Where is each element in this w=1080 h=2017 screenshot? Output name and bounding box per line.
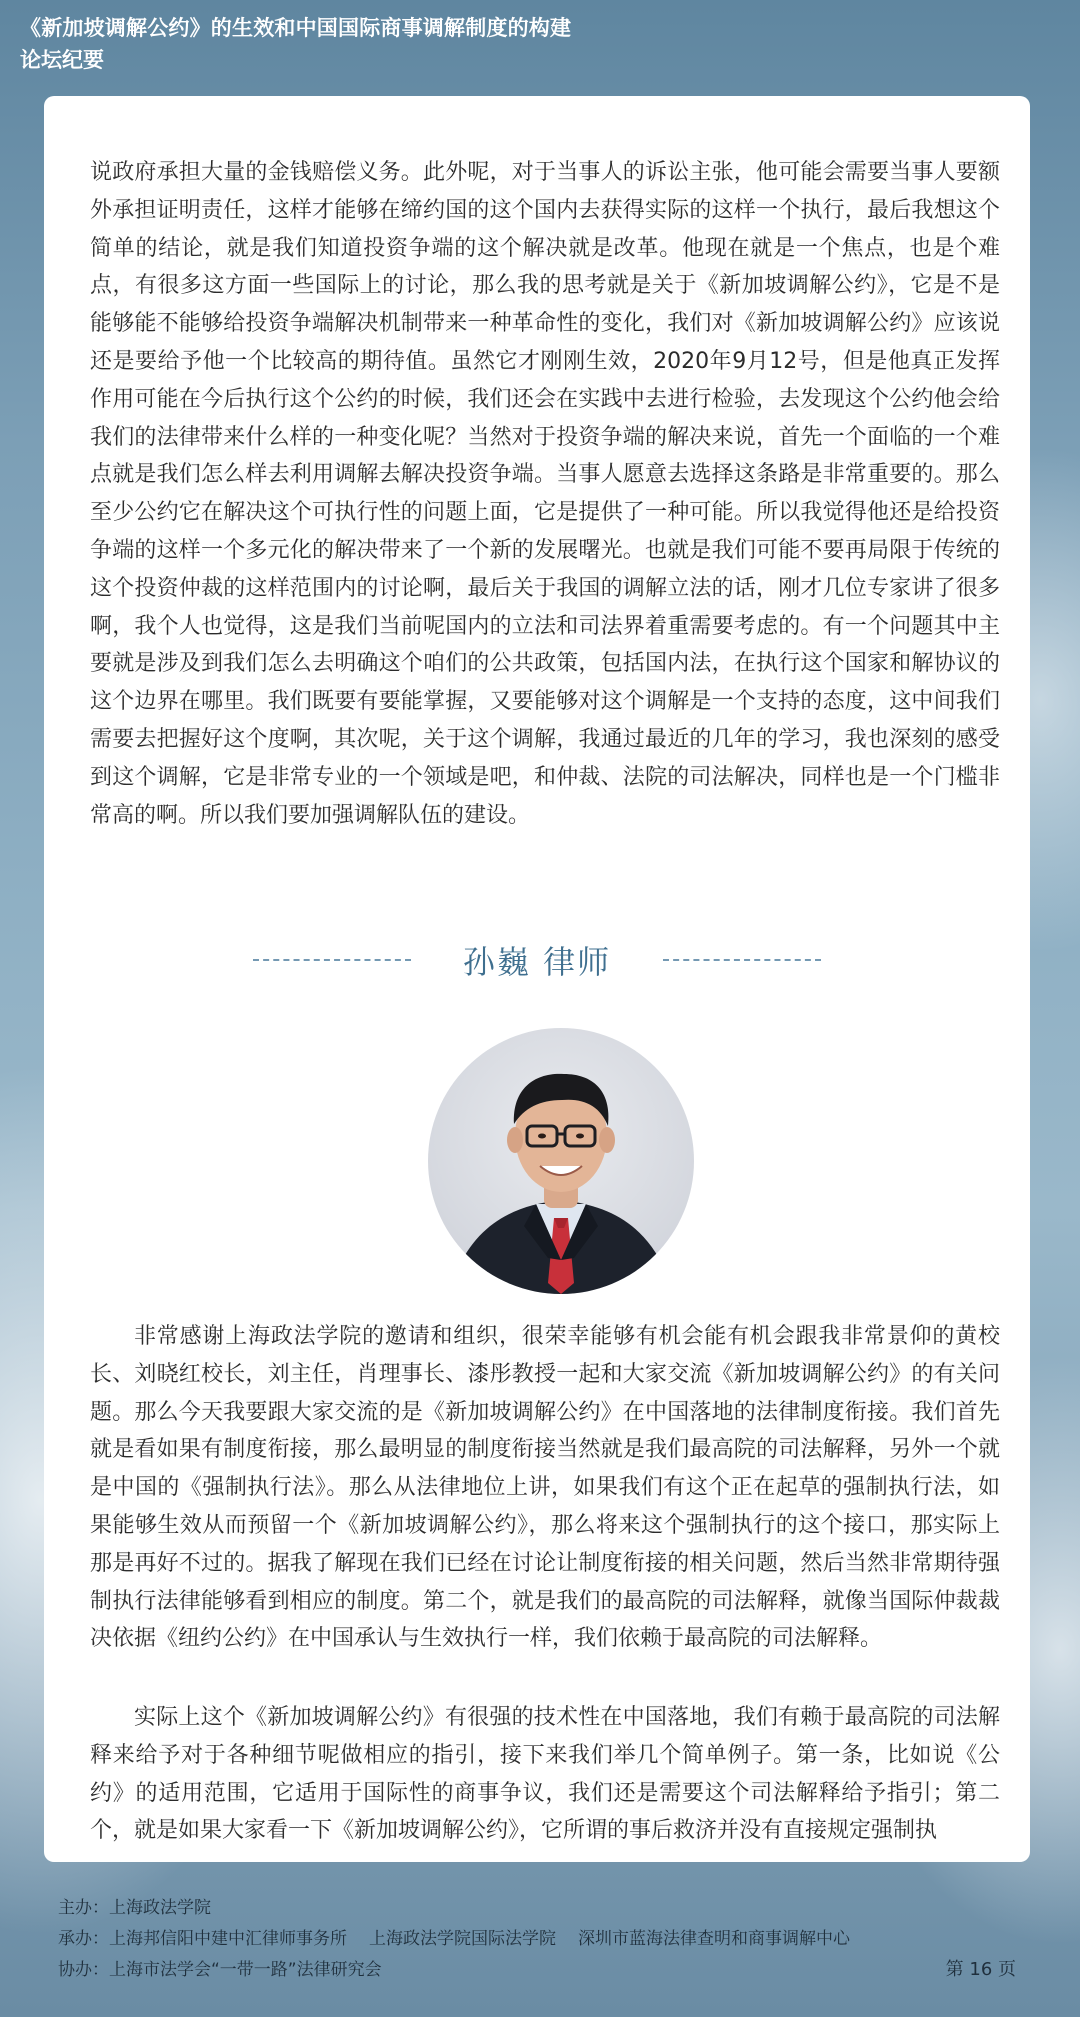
footer-organizer-row (58, 1924, 1040, 1955)
speaker-photo-illustration (428, 1028, 694, 1294)
organizer-name: 深圳市蓝海法律查明和商事调解中心 (578, 1929, 850, 1949)
right-dashed-divider (663, 959, 821, 961)
body-paragraph-2: 非常感谢上海政法学院的邀请和组织，很荣幸能够有机会能有机会跟我非常景仰的黄校长、刘晓红校长，刘主任，肖理事长、漆彤教授一起和大家交流《新加坡调解公约》的有关问题。那么今天我要跟大家交流的是《新加坡调解公约》在中国落地的法律制度衔接。我们首先就是看如果有制度衔接，那么最明显的制度衔接当然就是我们最高院的司法解释，另外一个就是中国的《强制执行法》。那么从法律地位上讲，如果我们有这个正在起草的强制执行法，如果能够生效从而预留一个《新加坡调解公约》，那么将来这个强制执行的这个接口，那实际上那是再好不过的。据我了解现在我们已经在讨论让制度衔接的相关问题，然后当然非常期待强制执行法律能够看到相应的制度。第二个，就是我们的最高院的司法解释，就像当国际仲裁裁决依据《纽约公约》在中国承认与生效执行一样，我们依赖于最高院的司法解释。 (90, 1324, 1000, 1652)
speaker-heading (44, 932, 1030, 988)
speaker-name: 孙巍 律师 (462, 943, 612, 981)
page-footer (58, 1893, 1040, 1986)
host-name: 上海政法学院 (109, 1898, 211, 1918)
page-number: 第 16 页 (945, 1959, 1016, 1980)
body-paragraph-3: 实际上这个《新加坡调解公约》有很强的技术性在中国落地，我们有赖于最高院的司法解释来给予对于各种细节呢做相应的指引，接下来我们举几个简单例子。第一条，比如说《公约》的适用范围，它适用于国际性的商事争议，我们还是需要这个司法解释给予指引；第二个，就是如果大家看一下《新加坡调解公约》，它所谓的事后救济并没有直接规定强制执 (90, 1705, 1000, 1844)
body-paragraph-1: 说政府承担大量的金钱赔偿义务。此外呢，对于当事人的诉讼主张，他可能会需要当事人要额外承担证明责任，这样才能够在缔约国的这个国内去获得实际的这样一个执行，最后我想这个简单的结论，就是我们知道投资争端的这个解决就是改革。他现在就是一个焦点，也是个难点，有很多这方面一些国际上的讨论，那么我的思考就是关于《新加坡调解公约》，它是不是能够能不能够给投资争端解决机制带来一种革命性的变化，我们对《新加坡调解公约》应该说还是要给予他一个比较高的期待值。虽然它才刚刚生效，2020年9月12号，但是他真正发挥作用可能在今后执行这个公约的时候，我们还会在实践中去进行检验，去发现这个公约他会给我们的法律带来什么样的一种变化呢？当然对于投资争端的解决来说，首先一个面临的一个难点就是我们怎么样去利用调解去解决投资争端。当事人愿意去选择这条路是非常重要的。那么至少公约它在解决这个可执行性的问题上面，它是提供了一种可能。所以我觉得他还是给投资争端的这样一个多元化的解决带来了一个新的发展曙光。也就是我们可能不要再局限于传统的这个投资仲裁的这样范围内的讨论啊，最后关于我国的调解立法的话，刚才几位专家讲了很多啊，我个人也觉得，这是我们当前呢国内的立法和司法界着重需要考虑的。有一个问题其中主要就是涉及到我们怎么去明确这个咱们的公共政策，包括国内法，在执行这个国家和解协议的这个边界在哪里。我们既要有要能掌握，又要能够对这个调解是一个支持的态度，这中间我们需要去把握好这个度啊，其次呢，关于这个调解，我通过最近的几年的学习，我也深刻的感受到这个调解，它是非常专业的一个领域是吧，和仲裁、法院的司法解决，同样也是一个门槛非常高的啊。所以我们要加强调解队伍的建设。 (90, 160, 1000, 828)
document-title: 《新加坡调解公约》的生效和中国国际商事调解制度的构建 (20, 16, 572, 40)
content-card (44, 96, 1030, 1862)
left-dashed-divider (253, 959, 411, 961)
organizer-name: 上海邦信阳中建中汇律师事务所 (109, 1929, 347, 1949)
footer-co-organizer-row (58, 1955, 1040, 1986)
co-organizer-name: 上海市法学会“一带一路”法律研究会 (109, 1960, 382, 1980)
footer-host-row (58, 1893, 1040, 1924)
organizer-label: 承办： (58, 1929, 109, 1949)
speaker-portrait (428, 1028, 694, 1294)
host-label: 主办： (58, 1898, 109, 1918)
page-header (20, 12, 1060, 76)
organizer-name: 上海政法学院国际法学院 (369, 1929, 556, 1949)
co-organizer-label: 协办： (58, 1960, 109, 1980)
document-subtitle: 论坛纪要 (20, 48, 104, 72)
